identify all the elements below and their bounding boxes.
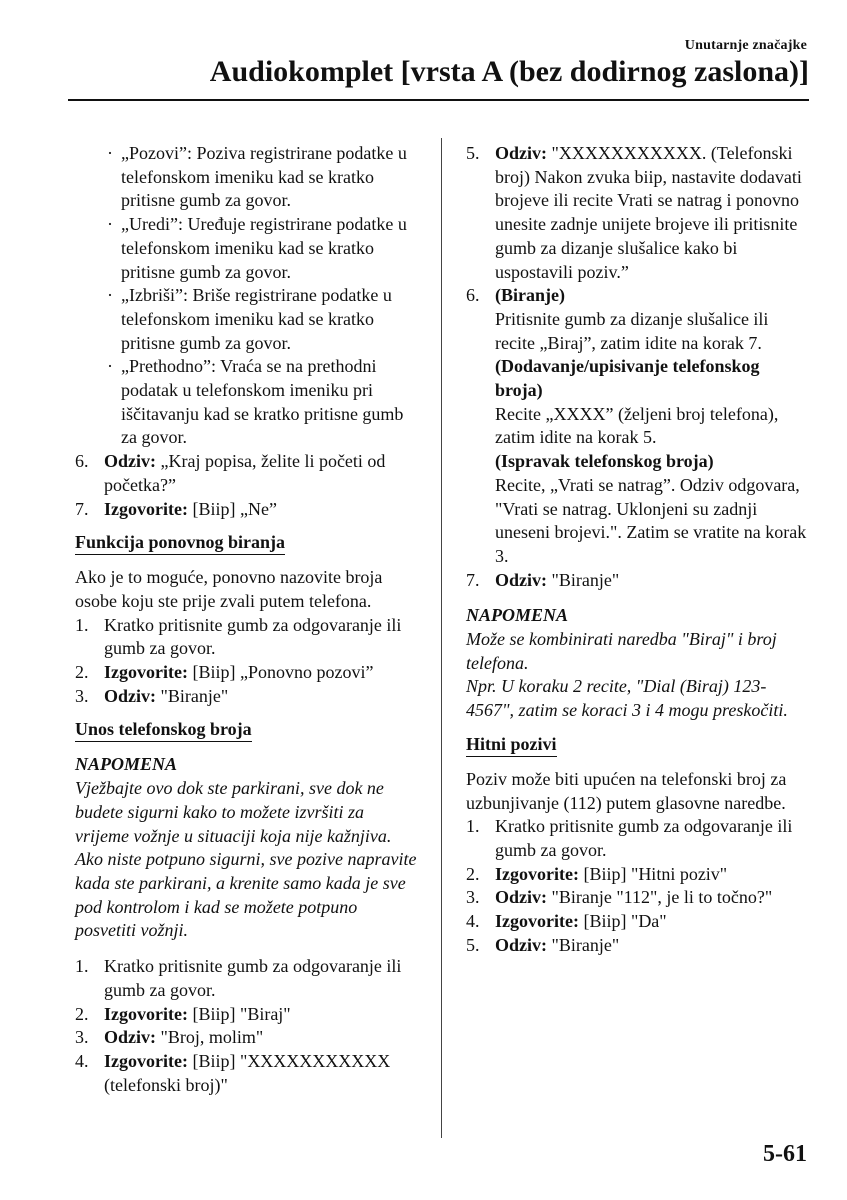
bullet-list [75, 142, 420, 450]
section-heading-phone-entry: Unos telefonskog broja [75, 719, 252, 742]
step-subtitle: (Dodavanje/upisivanje telefonskog broja) [495, 356, 760, 401]
step-item: 1. Kratko pritisnite gumb za odgovaranje ili gumb za govor. [75, 956, 402, 1000]
section-heading-redial: Funkcija ponovnog biranja [75, 532, 285, 555]
step-item: 6. Odziv: „Kraj popisa, želite li početi od početka?” [75, 451, 386, 495]
note-text: Vježbajte ovo dok ste parkirani, sve dok ne budete sigurni kako to možete izvršiti za vrijeme vožnje u situaciji koja nije kažnjiva. Ako niste potpuno sigurni, sve pozive napravite kada ste parkirani, a krenite samo kada je sve pod kontrolom i kad se možete potpuno posvetiti vožnji. [75, 778, 417, 941]
step-item: 6. (Biranje) Pritisnite gumb za dizanje slušalice ili recite „Biraj”, zatim idite na korak 7. (Dodavanje/upisivanje telefonskog broja) Recite „XXXX” (željeni broj telefona), zatim idite na korak 5. (Ispravak telefonskog broja) Recite, „Vrati se natrag”. Odziv odgovara, "Vrati se natrag. Uklonjeni su zadnji uneseni brojevi.". Zatim se vratite na korak 3. [466, 284, 811, 568]
step-item: 4. Izgovorite: [Biip] "XXXXXXXXXXX (telefonski broj)" [75, 1050, 391, 1095]
note-title: NAPOMENA [466, 605, 569, 626]
note-text: Može se kombinirati naredba "Biraj" i broj telefona. [466, 629, 777, 673]
step-item: 2. Izgovorite: [Biip] "Hitni poziv" [466, 863, 728, 884]
list-item: · „Pozovi”: Poziva registrirane podatke u telefonskom imeniku kad se kratko pritisne gumb za govor. [107, 143, 407, 211]
step-item: 4. Izgovorite: [Biip] "Da" [466, 911, 667, 932]
step-item: 3. Odziv: "Biranje" [75, 685, 229, 706]
list-item: · „Prethodno”: Vraća se na prethodni podatak u telefonskom imeniku pri iščitavanju kad se kratko pritisne gumb za govor. [107, 356, 404, 448]
step-item: 2. Izgovorite: [Biip] „Ponovno pozovi” [75, 662, 374, 683]
right-column [466, 142, 811, 958]
step-item: 5. Odziv: "XXXXXXXXXXX. (Telefonski broj) Nakon zvuka biip, nastavite dodavati brojeve ili recite Vrati se natrag i ponovno unesite zadnje unijete brojeve ili pritisnite gumb za dizanje slušalice kako bi uspostavili poziv.” [466, 143, 802, 282]
step-item: 3. Odziv: "Biranje "112", je li to točno?" [466, 887, 773, 908]
page-number: 5-61 [763, 1141, 807, 1167]
step-item: 1. Kratko pritisnite gumb za odgovaranje ili gumb za govor. [75, 614, 402, 659]
section-intro: Ako je to moguće, ponovno nazovite broja osobe koju ste prije zvali putem telefona. [75, 567, 383, 611]
step-item: 1. Kratko pritisnite gumb za odgovaranje ili gumb za govor. [466, 816, 793, 860]
bullet-dot-icon: · [107, 143, 113, 163]
note-title: NAPOMENA [75, 754, 178, 775]
step-item: 3. Odziv: "Broj, molim" [75, 1027, 264, 1048]
list-item: · „Uredi”: Uređuje registrirane podatke u telefonskom imeniku kad se kratko pritisne gumb za govor. [107, 214, 407, 282]
header-divider [68, 99, 809, 101]
chapter-subtitle: Unutarnje značajke [684, 38, 807, 53]
section-heading-emergency: Hitni pozivi [466, 734, 557, 757]
section-intro: Poziv može biti upućen na telefonski broj za uzbunjivanje (112) putem glasovne naredbe. [466, 768, 787, 813]
bullet-dot-icon: · [107, 285, 113, 306]
step-item: 2. Izgovorite: [Biip] "Biraj" [75, 1003, 291, 1024]
step-item: 7. Izgovorite: [Biip] „Ne” [75, 498, 277, 519]
left-column [75, 142, 420, 1097]
step-item: 7. Odziv: "Biranje" [466, 569, 620, 590]
note-text: Npr. U koraku 2 recite, "Dial (Biraj) 123-4567", zatim se koraci 3 i 4 mogu preskočiti. [466, 676, 788, 721]
bullet-dot-icon: · [107, 214, 113, 235]
page-title: Audiokomplet [vrsta A (bez dodirnog zaslona)] [209, 55, 809, 88]
list-item: · „Izbriši”: Briše registrirane podatke u telefonskom imeniku kad se kratko pritisne gumb za govor. [107, 285, 392, 353]
step-subtitle: (Biranje) [495, 285, 565, 306]
step-subtitle: (Ispravak telefonskog broja) [495, 451, 714, 472]
step-item: 5. Odziv: "Biranje" [466, 934, 620, 955]
column-divider [441, 138, 442, 1138]
bullet-dot-icon: · [107, 356, 113, 377]
